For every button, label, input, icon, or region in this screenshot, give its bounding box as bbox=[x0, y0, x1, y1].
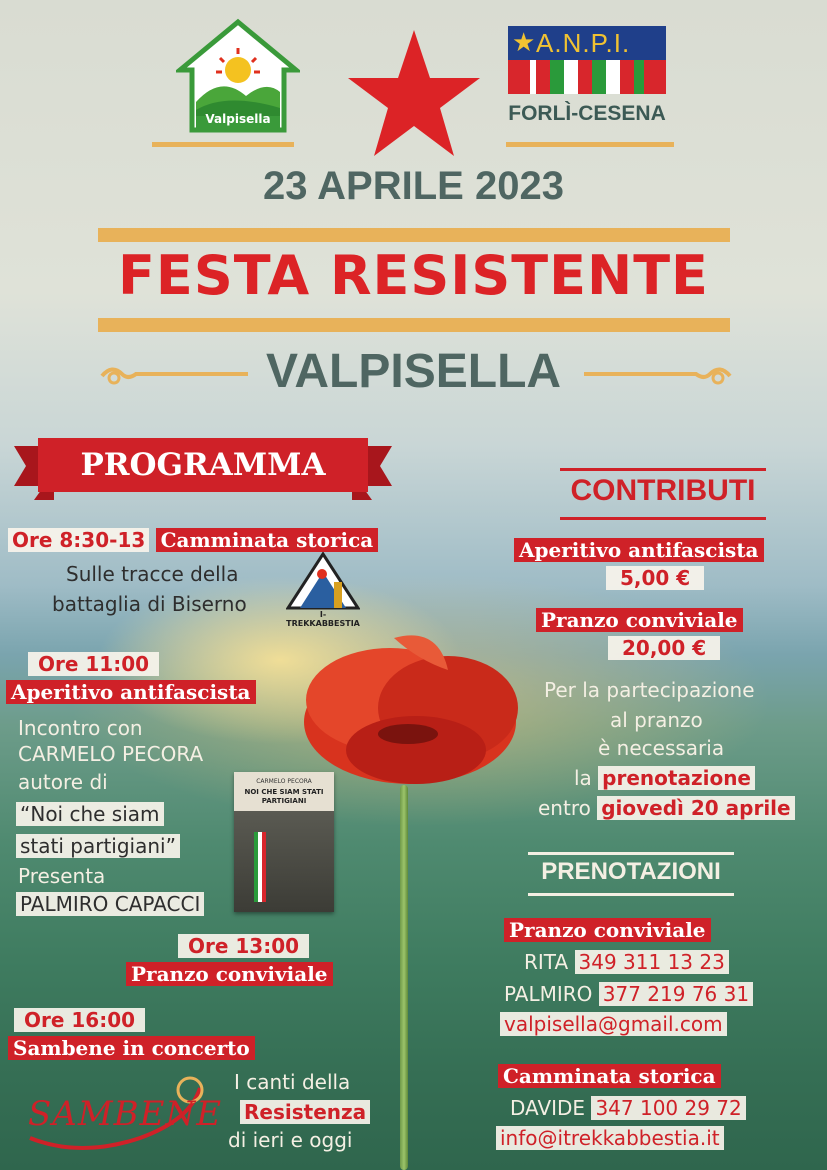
contrib2-price: 20,00 € bbox=[608, 636, 720, 660]
event2-line7: PALMIRO CAPACCI bbox=[16, 890, 204, 918]
event4-time: Ore 16:00 bbox=[14, 1008, 145, 1032]
event2-line3: autore di bbox=[18, 770, 108, 794]
contrib2-price-row bbox=[608, 634, 720, 662]
event4-name-row bbox=[8, 1034, 255, 1062]
anpi-text: A.N.P.I. bbox=[536, 28, 631, 58]
event2-line1: Incontro con bbox=[18, 716, 143, 740]
poppy-stem bbox=[400, 785, 408, 1170]
anpi-star-icon: ★ bbox=[512, 28, 536, 58]
event-title: FESTA RESISTENTE bbox=[118, 244, 709, 307]
event2-time: Ore 11:00 bbox=[28, 652, 159, 676]
contrib1-name: Aperitivo antifascista bbox=[514, 538, 764, 562]
event2-line2: CARMELO PECORA bbox=[18, 742, 204, 766]
sambene-logo bbox=[20, 1068, 223, 1160]
event2-line5: stati partigiani” bbox=[16, 832, 180, 860]
pren-phone1[interactable]: 349 311 13 23 bbox=[575, 950, 729, 974]
contributi-title: CONTRIBUTI bbox=[570, 474, 756, 507]
pren-phone2[interactable]: 377 219 76 31 bbox=[599, 982, 753, 1006]
prenotazioni-header bbox=[528, 852, 734, 896]
pren-contact2: PALMIRO 377 219 76 31 bbox=[504, 980, 753, 1008]
pren-camminata-label: Camminata storica bbox=[498, 1064, 721, 1088]
pren-phone3[interactable]: 347 100 29 72 bbox=[591, 1096, 745, 1120]
red-star-icon bbox=[346, 28, 482, 164]
book-cover bbox=[234, 772, 334, 912]
contrib-note2: al pranzo bbox=[610, 708, 703, 732]
event3-time-row bbox=[178, 932, 309, 960]
anpi-logo bbox=[506, 24, 668, 134]
mountain-hiker-icon bbox=[286, 552, 360, 610]
event3-name: Pranzo conviviale bbox=[126, 962, 333, 986]
pren-pranzo-label: Pranzo conviviale bbox=[504, 918, 711, 942]
event2-time-row bbox=[28, 650, 159, 678]
divider bbox=[152, 142, 294, 147]
event3-time: Ore 13:00 bbox=[178, 934, 309, 958]
pren-contact3: DAVIDE 347 100 29 72 bbox=[510, 1094, 746, 1122]
contrib2-name: Pranzo conviviale bbox=[536, 608, 743, 632]
pren-pranzo-row bbox=[504, 916, 711, 944]
event2-name: Aperitivo antifascista bbox=[6, 680, 256, 704]
sambene-text: SAMBENE bbox=[28, 1094, 223, 1134]
pren-contact1: RITA 349 311 13 23 bbox=[524, 948, 729, 976]
event1-desc2: battaglia di Biserno bbox=[52, 592, 247, 616]
trekk-logo bbox=[286, 552, 360, 628]
event1-desc1: Sulle tracce della bbox=[66, 562, 239, 586]
programma-banner bbox=[14, 434, 392, 506]
event4-line3: di ieri e oggi bbox=[228, 1128, 353, 1152]
pren-email1[interactable]: valpisella@gmail.com bbox=[500, 1012, 727, 1036]
divider bbox=[98, 318, 730, 332]
event1-time: Ore 8:30-13 bbox=[8, 528, 149, 552]
event1-name: Camminata storica bbox=[156, 528, 379, 552]
programma-title: PROGRAMMA bbox=[80, 447, 326, 483]
contrib1-name-row bbox=[514, 536, 764, 564]
contrib2-name-row bbox=[536, 606, 743, 634]
divider bbox=[506, 142, 674, 147]
prenotazioni-title: PRENOTAZIONI bbox=[541, 858, 721, 885]
trekk-label: I-TREKKABBESTIA bbox=[286, 610, 360, 628]
book-title: NOI CHE SIAM STATI PARTIGIANI bbox=[244, 788, 324, 805]
pren-email2-row bbox=[496, 1124, 724, 1152]
divider bbox=[98, 228, 730, 242]
valpisella-logo-text: Valpisella bbox=[205, 112, 271, 126]
contributi-header bbox=[560, 468, 766, 520]
event4-time-row bbox=[14, 1006, 145, 1034]
event4-line2: Resistenza bbox=[240, 1098, 370, 1126]
event1-row bbox=[8, 526, 378, 554]
valpisella-logo bbox=[176, 18, 300, 136]
contrib-note5: entro giovedì 20 aprile bbox=[538, 794, 795, 822]
event-place: VALPISELLA bbox=[265, 345, 562, 398]
anpi-region: FORLÌ-CESENA bbox=[508, 102, 666, 125]
event-date: 23 APRILE 2023 bbox=[263, 164, 564, 208]
event2-line4: “Noi che siam bbox=[16, 800, 164, 828]
contrib-note1: Per la partecipazione bbox=[544, 678, 755, 702]
book-author: CARMELO PECORA bbox=[256, 778, 312, 785]
contrib-note3: è necessaria bbox=[598, 736, 725, 760]
pren-camminata-row bbox=[498, 1062, 721, 1090]
event2-line6: Presenta bbox=[18, 864, 106, 888]
contrib1-price-row bbox=[606, 564, 704, 592]
event4-line1: I canti della bbox=[234, 1070, 351, 1094]
event4-name: Sambene in concerto bbox=[8, 1036, 255, 1060]
event2-name-row bbox=[6, 678, 256, 706]
pren-email2[interactable]: info@itrekkabbestia.it bbox=[496, 1126, 724, 1150]
pren-email1-row bbox=[500, 1010, 727, 1038]
contrib1-price: 5,00 € bbox=[606, 566, 704, 590]
event3-name-row bbox=[126, 960, 333, 988]
contrib-note4: la prenotazione bbox=[574, 764, 755, 792]
right-flourish-icon bbox=[582, 358, 732, 392]
